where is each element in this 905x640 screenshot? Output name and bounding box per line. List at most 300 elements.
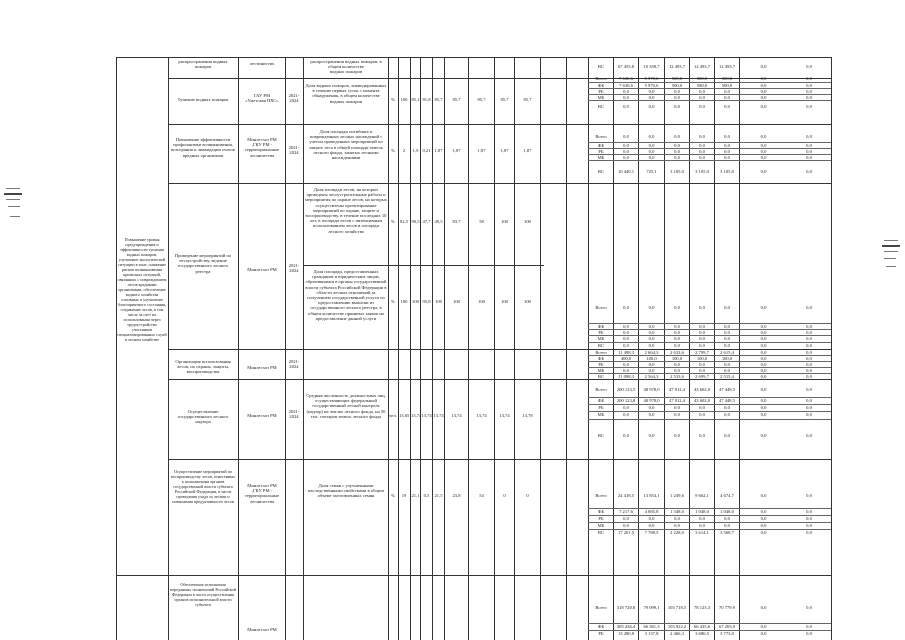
row-value: 0 bbox=[503, 493, 506, 498]
fin-value: 0,0 bbox=[760, 350, 767, 355]
fin-value: 0,0 bbox=[648, 336, 655, 341]
fin-value: 100,0 bbox=[721, 356, 733, 361]
fin-value: 17 201,5 bbox=[617, 530, 635, 535]
fin-value: 0,0 bbox=[674, 305, 680, 310]
fin-value: 0,0 bbox=[724, 89, 730, 94]
fin-value: 0,0 bbox=[806, 493, 812, 498]
row-value: 90,5 bbox=[411, 219, 420, 224]
fin-value: 0,0 bbox=[806, 104, 812, 109]
row-value: 1,87 bbox=[477, 148, 486, 153]
fin-value: 0,0 bbox=[623, 516, 629, 521]
fin-value: 0,0 bbox=[648, 368, 655, 373]
fin-value: 0,0 bbox=[806, 324, 812, 329]
fin-value: 0,0 bbox=[760, 631, 767, 636]
fin-value: 0,0 bbox=[806, 374, 812, 379]
fin-value: 0,0 bbox=[699, 155, 705, 160]
row-value: 0,21 bbox=[422, 148, 431, 153]
fin-value: 0,0 bbox=[648, 89, 655, 94]
fin-label: Всего bbox=[595, 493, 607, 498]
fin-value: 0,0 bbox=[648, 143, 655, 148]
fin-value: 580,0 bbox=[696, 83, 708, 88]
fin-value: 70 779,9 bbox=[718, 605, 736, 610]
fin-value: 0,0 bbox=[648, 362, 655, 367]
fin-value: 0,0 bbox=[648, 433, 655, 438]
row-indicator: Доля семян с улучшенными наследственными свойствами в общем объеме заготовленных семян bbox=[308, 483, 384, 499]
fin-value: 67 203,9 bbox=[718, 624, 736, 629]
row-value: 1,87 bbox=[500, 148, 509, 153]
fin-value: 1 348,0 bbox=[670, 509, 684, 514]
fin-value: 0,0 bbox=[623, 412, 629, 417]
fin-value: 0,0 bbox=[699, 330, 705, 335]
fin-label: МБ bbox=[597, 336, 605, 341]
fin-value: 0,0 bbox=[623, 89, 629, 94]
fin-label: МБ bbox=[597, 368, 605, 373]
row-period: 2021- 2024 bbox=[288, 93, 300, 104]
fin-label: РБ bbox=[598, 330, 604, 335]
row-period: 2021- 2024 bbox=[288, 409, 300, 420]
fin-value: 0,0 bbox=[760, 405, 767, 410]
fin-value: 0,0 bbox=[648, 330, 655, 335]
fin-value: 0,0 bbox=[648, 155, 655, 160]
fin-label: Всего bbox=[595, 350, 607, 355]
row-value: 13,74 bbox=[421, 413, 432, 418]
fin-value: 47 448,5 bbox=[718, 387, 736, 392]
fin-value: 43 602,0 bbox=[693, 398, 711, 403]
row-executor: Минлесхоз РМ ,ГКУ РМ - территориальные лесничества bbox=[244, 137, 280, 158]
fin-label: ФБ bbox=[597, 356, 605, 361]
row-value: 13,78 bbox=[522, 413, 533, 418]
fin-value: 3 686,5 bbox=[695, 631, 709, 636]
fin-value: 0,0 bbox=[623, 405, 629, 410]
fin-value: 0,0 bbox=[806, 64, 812, 69]
row-unit: % bbox=[391, 219, 395, 224]
fin-value: 0,0 bbox=[760, 149, 767, 154]
row-unit: % bbox=[391, 299, 395, 304]
fin-label: ВС bbox=[597, 64, 605, 69]
row-indicator: Доля площади погибших и поврежденных лесных насаждений с учетом проведенных мероприятий по защите леса в общей площади земель лесного фонда, занятых лесными насаждениями bbox=[309, 129, 383, 161]
fin-value: 0,0 bbox=[724, 104, 730, 109]
row-value: 19 bbox=[401, 493, 407, 498]
fin-value: 0,0 bbox=[760, 362, 767, 367]
row-executor: лестинистих bbox=[249, 61, 275, 66]
fin-value: 0,0 bbox=[760, 433, 767, 438]
fin-value: 0,0 bbox=[674, 89, 680, 94]
fin-label: РБ bbox=[598, 516, 604, 521]
grid-line bbox=[168, 459, 831, 460]
fin-value: 0,0 bbox=[699, 134, 705, 139]
row-executor: Минлесхоз РМ bbox=[247, 365, 277, 370]
fin-value: 0,0 bbox=[699, 516, 705, 521]
fin-value: 0,0 bbox=[806, 155, 812, 160]
fin-value: 0,0 bbox=[806, 95, 812, 100]
fin-value: 0,0 bbox=[760, 330, 767, 335]
fin-value: 0,0 bbox=[760, 509, 767, 514]
fin-value: 24 418,5 bbox=[617, 493, 635, 498]
row-executor: Минлесхоз РМ ,ГКУ РМ - территориальные лесничества bbox=[244, 483, 280, 504]
fin-value: 0,0 bbox=[699, 324, 705, 329]
fin-value: 200 123,5 bbox=[616, 387, 636, 392]
grid-line bbox=[168, 183, 831, 184]
fin-value: 0,0 bbox=[724, 523, 730, 528]
fin-value: 0,0 bbox=[623, 305, 629, 310]
row-value: 13,74 bbox=[499, 413, 510, 418]
fin-label: МБ bbox=[597, 155, 605, 160]
row-value: 49,5 bbox=[434, 219, 443, 224]
fin-value: 10 440,1 bbox=[617, 169, 635, 174]
row-value: 85,7 bbox=[523, 97, 532, 102]
fin-value: 0,0 bbox=[623, 134, 629, 139]
row-value: 100 bbox=[524, 219, 531, 224]
fin-label: РБ bbox=[598, 362, 604, 367]
row-value: 100 bbox=[412, 299, 419, 304]
row-executor: Минлесхоз РМ bbox=[247, 627, 277, 632]
fin-value: 0,0 bbox=[806, 149, 812, 154]
fin-value: 0,0 bbox=[699, 95, 705, 100]
fin-value: 67 455,8 bbox=[617, 64, 635, 69]
row-value: 85,1 bbox=[411, 97, 420, 102]
fin-value: 0,0 bbox=[674, 104, 680, 109]
row-value: 100 bbox=[524, 299, 531, 304]
fin-value: 0,0 bbox=[623, 330, 629, 335]
fin-value: 3 105,0 bbox=[670, 169, 684, 174]
fin-value: 4 085,8 bbox=[644, 509, 659, 514]
fin-value: 0,0 bbox=[623, 343, 629, 348]
fin-value: 2 515,4 bbox=[720, 374, 734, 379]
fin-label: ФБ bbox=[597, 83, 605, 88]
fin-value: 0,0 bbox=[760, 134, 767, 139]
fin-value: 2 615,4 bbox=[720, 350, 734, 355]
fin-value: 0,0 bbox=[760, 336, 767, 341]
fin-value: 0,0 bbox=[674, 405, 680, 410]
fin-label: РБ bbox=[598, 631, 604, 636]
row-indicator: Доля водных пожаров, ликвидированных в течение первых суток с момента обнаружения, в общем количестве водных пожаров bbox=[305, 83, 387, 104]
fin-value: 0,0 bbox=[760, 343, 767, 348]
row-value: 1,9 bbox=[412, 148, 419, 153]
fin-value: 0,0 bbox=[648, 523, 655, 528]
fin-value: 0,0 bbox=[806, 330, 812, 335]
fin-value: 103 922,2 bbox=[667, 624, 687, 629]
fin-value: 1 048,0 bbox=[720, 509, 734, 514]
fin-value: 5 970,6 bbox=[644, 76, 659, 81]
fin-value: 0,0 bbox=[674, 343, 680, 348]
row-period: 2021- 2024 bbox=[288, 145, 300, 156]
grid-line bbox=[303, 265, 544, 266]
fin-label: ФБ bbox=[597, 624, 605, 629]
fin-value: 0,0 bbox=[674, 324, 680, 329]
row-period: 2021- 2024 bbox=[288, 359, 300, 370]
row-name: Обеспечение исполнения переданных полномочий Российской Федерации в части осуществления органов исполнительной власти субъекта bbox=[170, 582, 236, 607]
fin-value: 0,0 bbox=[674, 412, 680, 417]
fin-value: 0,0 bbox=[623, 368, 629, 373]
fin-value: 13 854,1 bbox=[643, 493, 660, 498]
fin-label: РБ bbox=[598, 149, 604, 154]
fin-value: 103 718,5 bbox=[667, 605, 687, 610]
row-value: 100 bbox=[453, 299, 460, 304]
fin-value: 0,0 bbox=[806, 509, 812, 514]
fin-value: 7 788,5 bbox=[644, 530, 659, 535]
fin-value: 0,0 bbox=[648, 95, 655, 100]
fin-value: 0,0 bbox=[760, 412, 767, 417]
fin-value: 0,0 bbox=[760, 387, 767, 392]
fin-value: 0,0 bbox=[806, 143, 812, 148]
row-value: 0 bbox=[526, 493, 529, 498]
fin-value: 0,0 bbox=[699, 143, 705, 148]
row-value: 13,74 bbox=[411, 413, 422, 418]
fin-value: 2 799,7 bbox=[695, 350, 709, 355]
fin-value: 0,0 bbox=[760, 523, 767, 528]
row-value: 100 bbox=[501, 299, 508, 304]
fin-value: 0,0 bbox=[699, 104, 705, 109]
fin-value: 66 435,6 bbox=[693, 624, 711, 629]
row-value: 100 bbox=[400, 97, 408, 102]
row-indicator: Средняя численность должностных лиц, осуществляющих федеральный государственный лесной контроль (надзор) на землях лесного фонда, на 50 тыс. гектаров земель лесного фонда bbox=[306, 393, 386, 419]
fin-value: 5 970,6 bbox=[644, 83, 659, 88]
fin-label: ВС bbox=[597, 104, 605, 109]
fin-value: 0,0 bbox=[806, 356, 812, 361]
fin-value: 0,0 bbox=[623, 523, 629, 528]
row-unit: % bbox=[391, 97, 395, 102]
fin-value: 0,0 bbox=[760, 368, 767, 373]
fin-value: 0,0 bbox=[760, 374, 767, 379]
fin-value: 0,0 bbox=[806, 433, 812, 438]
row-name: Осуществление мероприятий по воспроизводству лесов, отнесенных к полномочиям органов государственной власти субъекта Российской Федерации, в части проведения ухода за лесами и повышения продуктивности лесов bbox=[170, 469, 236, 504]
fin-value: 11 098,3 bbox=[618, 374, 634, 379]
row-executor: Минлесхоз РМ bbox=[247, 413, 277, 418]
fin-label: ВС bbox=[597, 374, 605, 379]
row-value: 100 bbox=[400, 299, 408, 304]
fin-value: 0,0 bbox=[674, 362, 680, 367]
row-unit: % bbox=[391, 493, 395, 498]
row-value: 1,87 bbox=[452, 148, 461, 153]
fin-value: 0,0 bbox=[760, 493, 767, 498]
fin-value: 0,0 bbox=[648, 405, 655, 410]
fin-value: 43 602,0 bbox=[693, 387, 711, 392]
fin-value: 0,0 bbox=[724, 330, 730, 335]
row-executor: ГАУ РМ «Уметская ПХС» bbox=[245, 93, 279, 104]
fin-value: 0,0 bbox=[699, 343, 705, 348]
fin-value: 0,0 bbox=[674, 155, 680, 160]
fin-value: 0,0 bbox=[806, 336, 812, 341]
fin-value: 100,0 bbox=[696, 356, 708, 361]
fin-value: 0,0 bbox=[674, 134, 680, 139]
fin-value: 0,0 bbox=[760, 398, 767, 403]
fin-value: 0,0 bbox=[674, 433, 680, 438]
fin-value: 0,0 bbox=[724, 336, 730, 341]
fin-value: 0,0 bbox=[724, 134, 730, 139]
fin-value: 0,0 bbox=[806, 405, 812, 410]
fin-value: 0,0 bbox=[806, 76, 812, 81]
fin-value: 1 048,0 bbox=[695, 509, 709, 514]
fin-value: 0,0 bbox=[623, 336, 629, 341]
fin-value: 47 012,4 bbox=[668, 398, 686, 403]
fin-value: 0,0 bbox=[724, 324, 730, 329]
fin-value: 0,0 bbox=[806, 530, 812, 535]
fin-value: 0,0 bbox=[648, 305, 655, 310]
fin-value: 3 105,0 bbox=[720, 169, 734, 174]
fin-value: 0,0 bbox=[724, 368, 730, 373]
fin-value: 0,0 bbox=[760, 95, 767, 100]
fin-label: ФБ bbox=[597, 509, 605, 514]
fin-label: ВС bbox=[597, 169, 605, 174]
fin-value: 400,0 bbox=[620, 356, 632, 361]
fin-label: ВС bbox=[597, 343, 605, 348]
fin-value: 0,0 bbox=[806, 343, 812, 348]
fin-label: РБ bbox=[598, 405, 604, 410]
binder-mark bbox=[882, 245, 900, 247]
fin-value: 0,0 bbox=[699, 368, 705, 373]
fin-value: 2 466,3 bbox=[670, 631, 684, 636]
fin-value: 0,0 bbox=[724, 95, 730, 100]
fin-value: 3 773,0 bbox=[720, 631, 734, 636]
row-value: 2 bbox=[402, 148, 406, 153]
row-value: 82,5 bbox=[399, 219, 409, 224]
row-value: 85,7 bbox=[452, 97, 461, 102]
fin-label: ФБ bbox=[597, 398, 605, 403]
fin-value: 0,0 bbox=[699, 89, 705, 94]
fin-value: 0,0 bbox=[623, 149, 629, 154]
table-border-right bbox=[831, 57, 832, 640]
fin-value: 3 614,1 bbox=[695, 530, 709, 535]
fin-value: 2 633,6 bbox=[670, 350, 684, 355]
goal-text: Повышение уровня предупреждения и эффективности тушения водных пожаров, улучшение экологической ситуации в зоне, снижение рисков возникновения кризисных ситуаций, связанных с повреждением лесов вредными организмами, обеспечение водного хозяйства основных и улучшение благоприятного состояния, сохранение лесов, в том числе за счет их использования через трудоустройство участников специализированных служб в лесном хозяйстве bbox=[117, 237, 167, 342]
fin-value: 0,0 bbox=[806, 134, 812, 139]
fin-value: 0,0 bbox=[724, 155, 730, 160]
fin-value: 0,0 bbox=[760, 356, 767, 361]
fin-value: 0,0 bbox=[623, 324, 629, 329]
fin-value: 0,0 bbox=[806, 169, 812, 174]
fin-value: 500,0 bbox=[671, 76, 683, 81]
fin-value: 0,0 bbox=[806, 398, 812, 403]
fin-value: 0,0 bbox=[648, 149, 655, 154]
fin-value: 3 137,8 bbox=[644, 631, 659, 636]
fin-value: 0,0 bbox=[760, 64, 767, 69]
fin-value: 0,0 bbox=[623, 95, 629, 100]
fin-value: 725,1 bbox=[646, 169, 657, 174]
row-value: 81,8 bbox=[422, 97, 431, 102]
fin-value: 48 978,0 bbox=[643, 387, 660, 392]
binder-mark bbox=[886, 266, 896, 267]
binder-mark bbox=[6, 188, 20, 189]
fin-value: 0,0 bbox=[760, 305, 767, 310]
fin-value: 3 105,0 bbox=[695, 169, 709, 174]
fin-value: 3 568,7 bbox=[720, 530, 734, 535]
fin-value: 500,0 bbox=[721, 83, 733, 88]
fin-value: 0,0 bbox=[760, 324, 767, 329]
row-value: 13,74 bbox=[433, 413, 444, 418]
fin-value: 0,0 bbox=[760, 89, 767, 94]
fin-label: МБ bbox=[597, 412, 605, 417]
fin-value: 200 123,8 bbox=[616, 398, 636, 403]
fin-label: МБ bbox=[597, 523, 605, 528]
fin-value: 0,0 bbox=[724, 143, 730, 148]
fin-value: 78 123,3 bbox=[693, 605, 711, 610]
fin-value: 0,0 bbox=[648, 412, 655, 417]
row-value: 58 bbox=[479, 219, 484, 224]
row-value: 0,5 bbox=[423, 493, 430, 498]
table-border-left bbox=[116, 57, 117, 640]
fin-value: 0,0 bbox=[724, 405, 730, 410]
fin-value: 0,0 bbox=[806, 89, 812, 94]
row-name: Организация использования лесов, их охраны, защиты, воспроизводства bbox=[175, 359, 231, 375]
fin-value: 10 358,7 bbox=[643, 64, 660, 69]
row-name: Повышение эффективности профилактики возникновения, возгорания и ликвидации очагов вредных организмов bbox=[171, 137, 235, 158]
row-unit: чел. bbox=[389, 413, 397, 418]
fin-value: 48 978,0 bbox=[643, 398, 660, 403]
binder-mark bbox=[884, 258, 896, 259]
row-value: 85,7 bbox=[477, 97, 486, 102]
grid-line bbox=[168, 124, 831, 125]
binder-mark bbox=[884, 240, 898, 241]
fin-value: 0,0 bbox=[760, 104, 767, 109]
fin-value: 500,0 bbox=[671, 83, 683, 88]
fin-value: 0,0 bbox=[648, 104, 655, 109]
fin-value: 66 361,3 bbox=[643, 624, 660, 629]
fin-value: 0,0 bbox=[724, 412, 730, 417]
fin-value: 0,0 bbox=[674, 336, 680, 341]
grid-line bbox=[588, 419, 831, 420]
fin-value: 0,0 bbox=[806, 523, 812, 528]
fin-label: МБ bbox=[597, 95, 605, 100]
row-unit: % bbox=[391, 148, 395, 153]
fin-value: 0,0 bbox=[699, 336, 705, 341]
fin-label: Всего bbox=[595, 605, 607, 610]
fin-value: 47 012,4 bbox=[668, 387, 686, 392]
fin-label: ФБ bbox=[597, 324, 605, 329]
fin-value: 0,0 bbox=[674, 516, 680, 521]
fin-value: 0,0 bbox=[724, 433, 730, 438]
fin-value: 0,0 bbox=[699, 305, 705, 310]
fin-value: 100,0 bbox=[646, 356, 657, 361]
fin-label: ФБ bbox=[597, 143, 605, 148]
row-value: 1,87 bbox=[434, 148, 443, 153]
fin-label: Всего bbox=[595, 387, 607, 392]
row-executor: Минлесхоз РМ bbox=[247, 267, 277, 272]
grid-line bbox=[116, 575, 831, 576]
fin-value: 0,0 bbox=[699, 433, 705, 438]
fin-label: Всего bbox=[595, 134, 607, 139]
fin-value: 0,0 bbox=[674, 523, 680, 528]
fin-value: 2 664,3 bbox=[644, 350, 659, 355]
row-value: 100 bbox=[435, 299, 442, 304]
fin-value: 100,0 bbox=[671, 356, 683, 361]
row-value: 83,7 bbox=[452, 219, 461, 224]
row-name: распространения водных пожаров bbox=[178, 59, 228, 70]
fin-value: 0,0 bbox=[699, 149, 705, 154]
fin-value: 0,0 bbox=[760, 76, 767, 81]
fin-value: 2 699,7 bbox=[695, 374, 709, 379]
fin-value: 0,0 bbox=[806, 516, 812, 521]
fin-value: 0,0 bbox=[648, 134, 655, 139]
row-value: 95,8 bbox=[422, 299, 431, 304]
fin-value: 0,0 bbox=[806, 605, 812, 610]
fin-value: 12 493,7 bbox=[668, 64, 686, 69]
fin-value: 318 720,8 bbox=[616, 605, 636, 610]
fin-value: 0,0 bbox=[806, 83, 812, 88]
row-name: Тушение водных пожаров bbox=[177, 97, 229, 102]
fin-value: 7 217,6 bbox=[619, 509, 633, 514]
row-value: 85,7 bbox=[500, 97, 509, 102]
fin-value: 0,0 bbox=[760, 169, 767, 174]
fin-value: 0,0 bbox=[674, 368, 680, 373]
fin-value: 0,0 bbox=[623, 433, 629, 438]
fin-value: 0,0 bbox=[806, 624, 812, 629]
row-value: 13,74 bbox=[476, 413, 487, 418]
fin-value: 0,0 bbox=[623, 155, 629, 160]
fin-label: ВС bbox=[597, 530, 605, 535]
fin-value: 7 630,6 bbox=[619, 76, 633, 81]
row-name: Осуществление государственного лесного надзора bbox=[177, 409, 229, 425]
fin-value: 47 448,5 bbox=[718, 398, 736, 403]
